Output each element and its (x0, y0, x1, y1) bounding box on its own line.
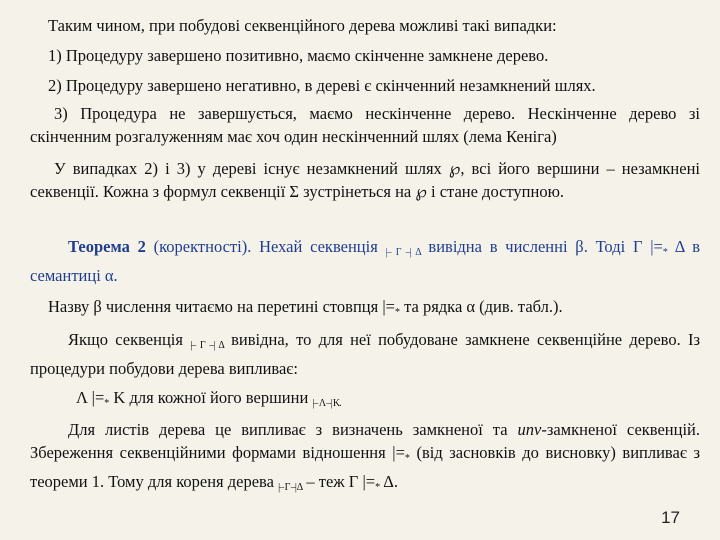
path-symbol: ℘ (415, 182, 427, 201)
text: -замкненої секвенцій. Збереження секвенційними формами відношення |= (30, 420, 700, 462)
text: Для листів дерева це випливає з визначень замкненої та (68, 420, 518, 439)
theorem-heading: Теорема 2 (68, 237, 146, 256)
sequent-notation: |– Γ –| Δ (278, 482, 303, 493)
star-subscript: * (394, 307, 400, 318)
paragraph-case-2: 2) Процедуру завершено негативно, в дереві є скінченний незамкнений шлях. (48, 76, 596, 95)
text: Якщо секвенція (68, 330, 191, 349)
text: зустрінеться на (299, 182, 416, 201)
text: вивідна в численні β. Тоді (420, 237, 633, 256)
text: – теж Γ |= (302, 472, 376, 491)
path-symbol: ℘ (448, 159, 461, 178)
text: і стане доступною. (426, 182, 565, 201)
star-subscript: * (375, 482, 381, 493)
paragraph-leaves (30, 418, 700, 499)
paragraph-formula (76, 386, 341, 415)
sequent-notation: |– Γ –| Δ (385, 247, 421, 258)
sigma-symbol: Σ (289, 182, 300, 201)
paragraph-derivable (30, 328, 700, 380)
star-subscript: * (662, 247, 668, 258)
text: (коректності). Нехай секвенція (145, 237, 386, 256)
text: , всі його вершини – незамкнені секвенції. Кожна з формул секвенції (30, 159, 700, 201)
text: У випадках 2) і 3) у дереві існує незамкнений шлях (54, 159, 449, 178)
sequent-notation: |– Λ –| Κ. (312, 398, 341, 409)
paragraph-case-3 (30, 102, 700, 148)
paragraph-calculus-name (48, 295, 563, 324)
paragraph-cases-2-3 (30, 157, 700, 203)
text: вивідна, то для неї побудоване замкнене секвенційне дерево. Із процедури побудови дерева випливає: (30, 330, 700, 378)
text: Λ |= (76, 388, 105, 407)
text: та рядка α (див. табл.). (399, 297, 563, 316)
paragraph-intro: Таким чином, при побудові секвенційного дерева можливі такі випадки: (48, 16, 557, 35)
text: Δ в семантиці α. (30, 237, 700, 285)
text: Δ. (380, 472, 399, 491)
case-3-text: 3) Процедура не завершується, маємо нескінченне дерево. Нескінченне дерево зі скінченним розгалуженням має хоч один нескінченний шлях (лема Кеніга) (30, 104, 700, 146)
text: Назву β числення читаємо на перетині стовпця |= (48, 297, 395, 316)
sequent-notation: |– Γ –| Δ (190, 340, 224, 351)
star-subscript: * (104, 398, 110, 409)
theorem-2-paragraph (30, 235, 700, 287)
paragraph-case-1: 1) Процедуру завершено позитивно, маємо скінченне замкнене дерево. (48, 46, 549, 65)
text: (від засновків до висновку) випливає з теореми 1. Тому для кореня дерева (30, 443, 700, 491)
text: Γ |= (632, 237, 663, 256)
text: Κ для кожної його вершини (109, 388, 313, 407)
italic-term: unv (517, 420, 542, 439)
star-subscript: * (404, 453, 410, 464)
page-number: 17 (661, 508, 680, 527)
